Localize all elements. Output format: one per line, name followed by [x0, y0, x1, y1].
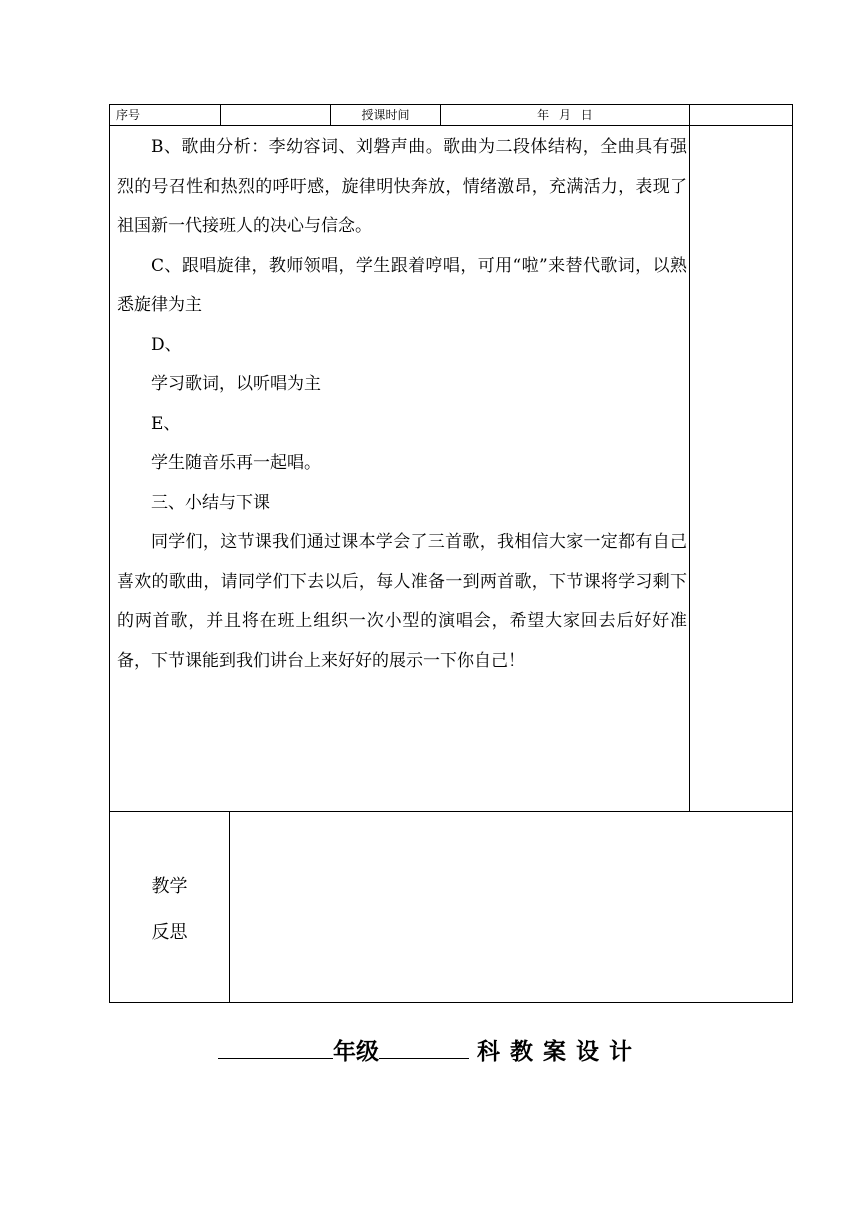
serial-label: 序号: [110, 105, 221, 125]
header-extra-cell: [690, 105, 792, 125]
paragraph-follow-singing: C、跟唱旋律，教师领唱，学生跟着哼唱，可用“啦”来替代歌词，以熟悉旋律为主: [117, 255, 687, 315]
grade-blank: [218, 1032, 333, 1059]
reflection-divider: [229, 812, 230, 1002]
content-column-divider: [689, 125, 690, 811]
lesson-content-box: [109, 125, 793, 812]
paragraph-summary-heading: 三、小结与下课: [151, 492, 270, 513]
lesson-header-row: [109, 104, 793, 126]
lesson-content-text: [117, 128, 687, 681]
lesson-plan-title: [0, 1032, 860, 1066]
paragraph-step-d: D、: [151, 334, 182, 355]
lesson-date: 年 月 日: [441, 105, 690, 125]
paragraph-summary-text: 同学们，这节课我们通过课本学会了三首歌，我相信大家一定都有自己喜欢的歌曲，请同学们下去以后，每人准备一到两首歌，下节课将学习剩下的两首歌，并且将在班上组织一次小型的演唱会，希望大家回去后好好准备，下节课能到我们讲台上来好好的展示一下你自己！: [117, 532, 687, 671]
teaching-reflection-label: [110, 864, 229, 956]
paragraph-song-analysis: B、歌曲分析：李幼容词、刘磐声曲。歌曲为二段体结构，全曲具有强烈的号召性和热烈的呼吁感，旋律明快奔放，情绪激昂，充满活力，表现了祖国新一代接班人的决心与信念。: [117, 137, 687, 236]
paragraph-step-e: E、: [151, 413, 181, 434]
reflection-label-line1: 教学: [151, 876, 188, 897]
teaching-reflection-box: [109, 811, 793, 1003]
paragraph-learn-lyrics: 学习歌词，以听唱为主: [151, 374, 321, 394]
grade-label: 年级: [332, 1039, 379, 1065]
serial-value-cell: [221, 105, 331, 125]
plan-title-text: 科教案设计: [477, 1039, 642, 1065]
paragraph-sing-along: 学生随音乐再一起唱。: [151, 453, 321, 473]
reflection-label-line2: 反思: [151, 922, 188, 943]
subject-blank: [379, 1032, 469, 1059]
lesson-time-label: 授课时间: [331, 105, 441, 125]
